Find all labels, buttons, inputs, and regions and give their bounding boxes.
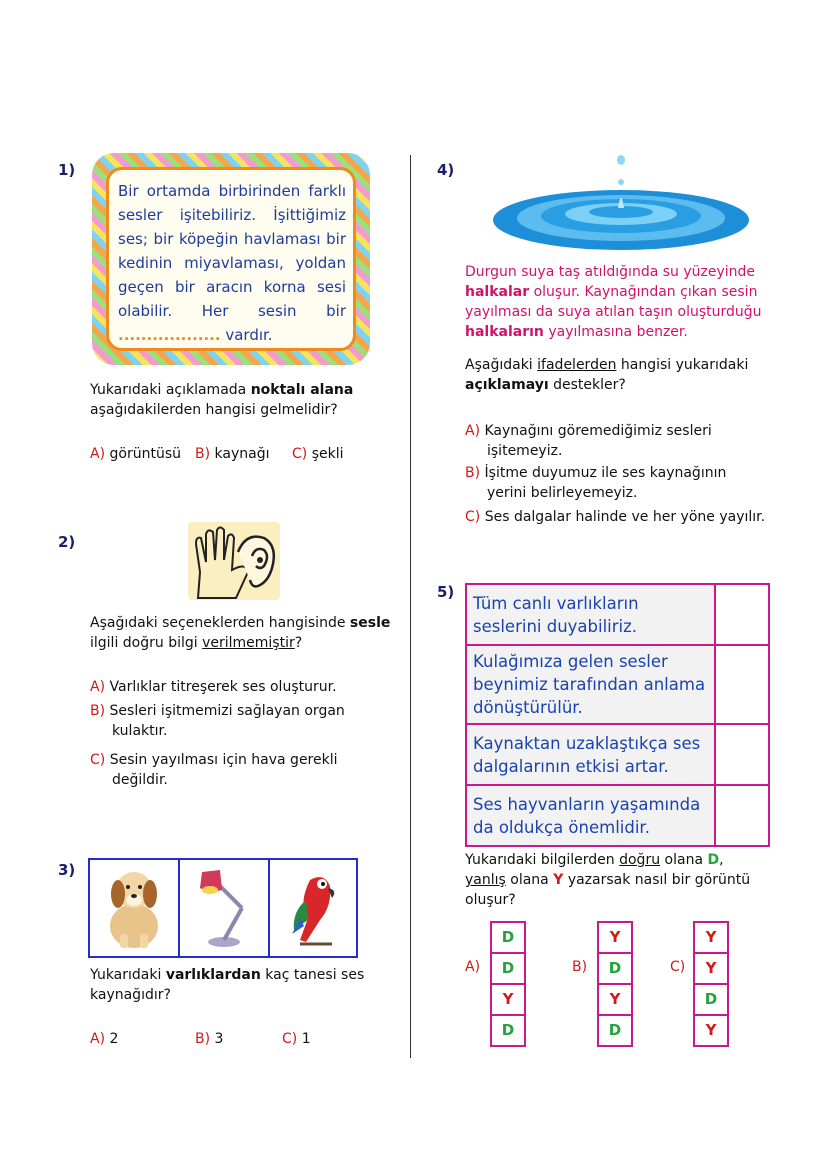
q3-cell-parrot (270, 860, 358, 956)
q4-option-a[interactable]: A) Kaynağını göremediğimiz sesleri işitemeyiz. (465, 423, 712, 459)
q3-question: Yukarıdaki varlıklardan kaç tanesi ses kaynağıdır? (90, 967, 365, 1003)
question-5-number: 5) (437, 583, 455, 601)
q3-cell-lamp (180, 860, 270, 956)
q5-a-cell: D (492, 923, 524, 954)
q5-statement-table (465, 583, 770, 847)
q1-passage-frame (92, 153, 370, 365)
q5-row-1 (466, 584, 769, 645)
q1-question: Yukarıdaki açıklamada noktalı alana aşağıdakilerden hangisi gelmelidir? (90, 382, 354, 418)
question-2-number: 2) (58, 533, 76, 551)
q5-answer-cell-3[interactable] (715, 724, 769, 785)
q5-question: Yukarıdaki bilgilerden doğru olana D, yanlış olana Y yazarsak nasıl bir görüntü oluşur? (465, 852, 751, 908)
q5-statement-2: Kulağımıza gelen sesler beynimiz tarafından anlama dönüştürülür. (466, 645, 715, 724)
q5-c-cell: Y (695, 954, 727, 985)
q5-a-cell: Y (492, 985, 524, 1016)
q5-a-cell: D (492, 954, 524, 985)
q3-option-b[interactable]: B) 3 (195, 1031, 224, 1047)
q5-option-a-label[interactable]: A) (465, 959, 481, 975)
q2-question: Aşağıdaki seçeneklerden hangisinde sesle ilgili doğru bilgi verilmemiştir? (90, 615, 391, 651)
q4-info: Durgun suya taş atıldığında su yüzeyinde halkalar oluşur. Kaynağından çıkan sesin yayılması da suya atılan taşın oluşturduğu halkaların yayılmasına benzer. (465, 264, 762, 340)
q1-option-a[interactable]: A) görüntüsü (90, 446, 181, 462)
q5-option-c-column[interactable] (693, 921, 729, 1047)
q5-c-cell: Y (695, 923, 727, 954)
column-divider (410, 155, 411, 1058)
q2-option-c[interactable]: C) Sesin yayılması için hava gerekli değildir. (90, 752, 338, 788)
q5-option-c-label[interactable]: C) (670, 959, 686, 975)
q5-b-cell: Y (599, 985, 631, 1016)
q3-option-c[interactable]: C) 1 (282, 1031, 311, 1047)
q5-answer-cell-2[interactable] (715, 645, 769, 724)
q5-option-b-column[interactable] (597, 921, 633, 1047)
q1-passage-text: Bir ortamda birbirinden farklı sesler işitebiliriz. İşittiğimiz ses; bir köpeğin havlaması bir kedinin miyavlaması, yoldan geçen bir aracın korna sesi olabilir. Her sesin bir (118, 182, 346, 320)
q4-question: Aşağıdaki ifadelerden hangisi yukarıdaki açıklamayı destekler? (465, 357, 749, 393)
q5-row-4 (466, 785, 769, 846)
q1-passage (118, 179, 346, 347)
q5-statement-4: Ses hayvanların yaşamında da oldukça önemlidir. (466, 785, 715, 846)
q4-option-c[interactable]: C) Ses dalgalar halinde ve her yöne yayılır. (465, 509, 766, 525)
question-4-number: 4) (437, 161, 455, 179)
q5-answer-cell-4[interactable] (715, 785, 769, 846)
q4-option-b[interactable]: B) İşitme duyumuz ile ses kaynağının yerini belirleyemeyiz. (465, 465, 727, 501)
question-3-number: 3) (58, 861, 76, 879)
q5-c-cell: D (695, 985, 727, 1016)
ear-hand-icon (188, 522, 280, 600)
q5-b-cell: D (599, 954, 631, 985)
water-ripple-icon (490, 150, 752, 256)
q5-b-cell: D (608, 1021, 622, 1039)
q5-c-cell: Y (705, 1021, 717, 1039)
q5-answer-cell-1[interactable] (715, 584, 769, 645)
q3-option-a[interactable]: A) 2 (90, 1031, 119, 1047)
dog-icon (90, 860, 178, 952)
q3-cell-dog (90, 860, 180, 956)
q5-b-cell: Y (599, 923, 631, 954)
q1-blank-dots: .................. (118, 326, 221, 344)
parrot-icon (270, 860, 358, 952)
q1-option-c[interactable]: C) şekli (292, 446, 344, 462)
q5-statement-3: Kaynaktan uzaklaştıkça ses dalgalarının etkisi artar. (466, 724, 715, 785)
q1-passage-end: vardır. (225, 326, 273, 344)
q3-picture-row (88, 858, 358, 958)
q5-row-3 (466, 724, 769, 785)
q5-statement-1: Tüm canlı varlıkların seslerini duyabiliriz. (466, 584, 715, 645)
q5-a-cell: D (501, 1021, 515, 1039)
q1-option-b[interactable]: B) kaynağı (195, 446, 270, 462)
desk-lamp-icon (180, 860, 268, 952)
q2-option-a[interactable]: A) Varlıklar titreşerek ses oluşturur. (90, 679, 337, 695)
question-1-number: 1) (58, 161, 76, 179)
q5-option-b-label[interactable]: B) (572, 959, 588, 975)
q5-row-2 (466, 645, 769, 724)
q2-option-b[interactable]: B) Sesleri işitmemizi sağlayan organ kulaktır. (90, 703, 345, 739)
q5-option-a-column[interactable] (490, 921, 526, 1047)
